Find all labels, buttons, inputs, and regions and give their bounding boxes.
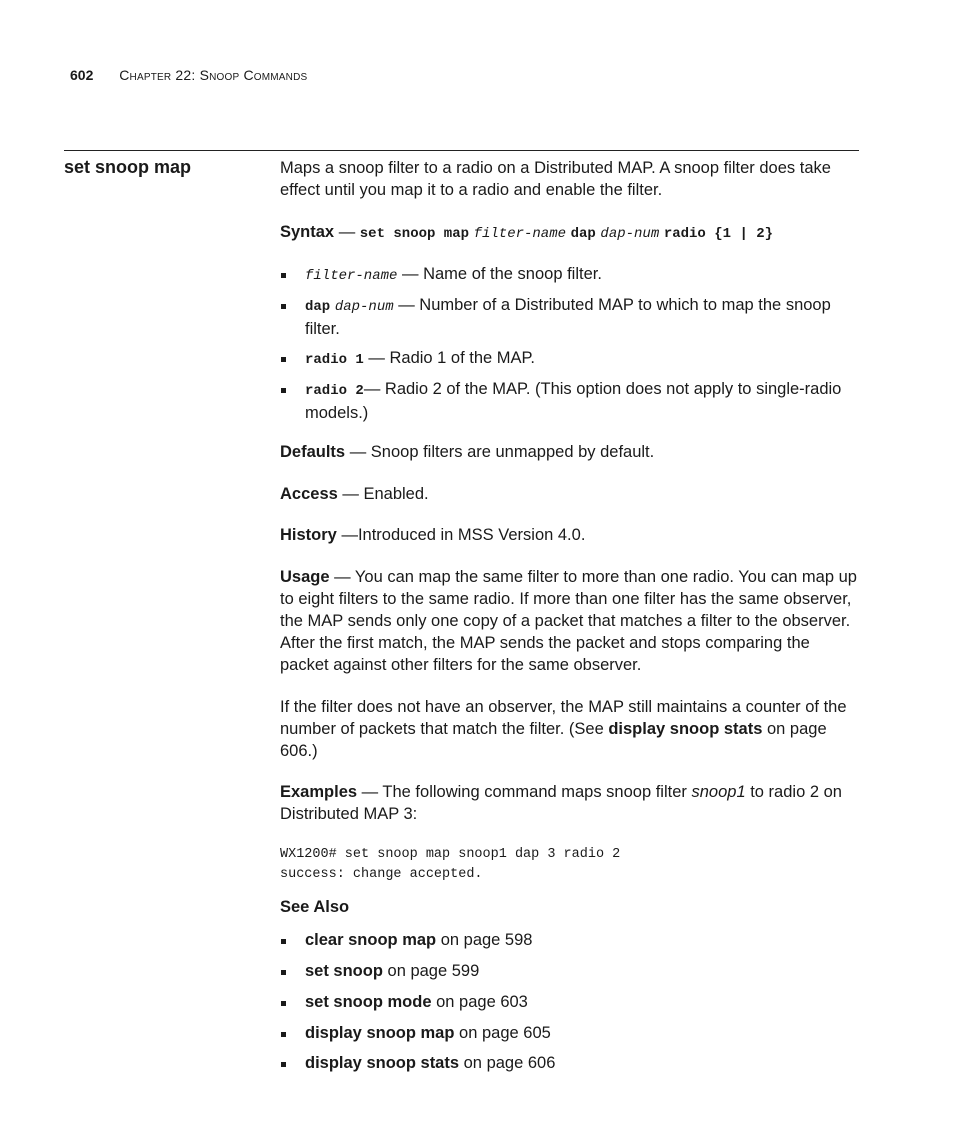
- chapter-title: Chapter 22: Snoop Commands: [119, 67, 308, 83]
- see-also-item: [280, 991, 858, 1013]
- param-item: [280, 263, 858, 287]
- syntax-keyword: set snoop map: [359, 226, 469, 242]
- param-item: [280, 294, 858, 340]
- history-text: —Introduced in MSS Version 4.0.: [336, 526, 586, 544]
- page-header: [70, 67, 307, 83]
- examples-text-after: to radio 2 on Distributed MAP 3:: [280, 783, 842, 823]
- page-number: 602: [70, 67, 94, 83]
- see-also-page: on page 606: [459, 1054, 556, 1072]
- syntax-arg: dap-num: [600, 226, 660, 242]
- defaults-line: [280, 441, 858, 463]
- note-text: If the filter does not have an observer, the MAP still maintains a counter of the number of packets that match the filter. (See: [280, 698, 847, 738]
- see-also-item: [280, 960, 858, 982]
- bullet-icon: [281, 939, 286, 944]
- see-also-page: on page 598: [436, 931, 533, 949]
- syntax-keyword: dap: [570, 226, 596, 242]
- param-item: [280, 378, 858, 424]
- examples-text: — The following command maps snoop filter: [357, 783, 692, 801]
- syntax-line: [280, 221, 858, 245]
- see-also-item: [280, 929, 858, 951]
- access-line: [280, 483, 858, 505]
- param-arg: dap-num: [334, 299, 394, 315]
- note-link[interactable]: display snoop stats: [608, 720, 763, 738]
- note-paragraph: [280, 696, 858, 762]
- param-desc: — Radio 1 of the MAP.: [363, 349, 536, 367]
- param-keyword: dap: [305, 299, 331, 315]
- syntax-dash: —: [334, 223, 360, 241]
- param-arg: filter-name: [305, 268, 398, 284]
- command-title: set snoop map: [64, 157, 192, 177]
- see-also-link[interactable]: set snoop: [305, 962, 383, 980]
- bullet-icon: [281, 970, 286, 975]
- bullet-icon: [281, 357, 286, 362]
- usage-paragraph: [280, 566, 858, 676]
- see-also-page: on page 599: [382, 962, 480, 980]
- see-also-link[interactable]: display snoop stats: [305, 1054, 460, 1072]
- history-label: History: [280, 526, 337, 544]
- defaults-text: — Snoop filters are unmapped by default.: [345, 443, 655, 461]
- bullet-icon: [281, 1001, 286, 1006]
- param-keyword: radio 2: [305, 383, 364, 399]
- see-also-page: on page 603: [431, 993, 528, 1011]
- examples-label: Examples: [280, 783, 358, 801]
- examples-paragraph: [280, 781, 858, 825]
- bullet-icon: [281, 1062, 286, 1067]
- defaults-label: Defaults: [280, 443, 346, 461]
- syntax-label: Syntax: [280, 223, 335, 241]
- code-line: success: change accepted.: [280, 867, 483, 882]
- see-also-page: on page 605: [454, 1024, 551, 1042]
- see-also-heading: See Also: [280, 898, 350, 916]
- see-also-link[interactable]: display snoop map: [305, 1024, 455, 1042]
- description: Maps a snoop filter to a radio on a Distributed MAP. A snoop filter does take effect until you map it to a radio and enable the filter.: [280, 159, 831, 199]
- note-text-after: on page 606.): [280, 720, 827, 760]
- bullet-icon: [281, 273, 286, 278]
- see-also-item: [280, 1022, 858, 1044]
- examples-filter-name: snoop1: [691, 783, 746, 801]
- history-line: [280, 524, 858, 546]
- see-also-link[interactable]: clear snoop map: [305, 931, 437, 949]
- bullet-icon: [281, 388, 286, 393]
- usage-label: Usage: [280, 568, 330, 586]
- bullet-icon: [281, 304, 286, 309]
- see-also-link[interactable]: set snoop mode: [305, 993, 432, 1011]
- usage-text: — You can map the same filter to more than one radio. You can map up to eight filters to the same radio. If more than one filter has the same observer, the MAP sends only one copy of a packet that matches a filter to the observer. After the first match, the MAP sends the packet and stops comparing the packet against other filters for the same observer.: [280, 568, 857, 674]
- bullet-icon: [281, 1032, 286, 1037]
- access-label: Access: [280, 485, 338, 503]
- code-line: WX1200# set snoop map snoop1 dap 3 radio 2: [280, 847, 621, 862]
- param-desc: — Number of a Distributed MAP to which to map the snoop filter.: [305, 296, 831, 338]
- param-keyword: radio 1: [305, 352, 364, 368]
- param-item: [280, 347, 858, 371]
- section-divider: [64, 150, 859, 151]
- see-also-item: [280, 1052, 858, 1074]
- syntax-arg: filter-name: [473, 226, 567, 242]
- access-text: — Enabled.: [337, 485, 429, 503]
- param-desc: — Radio 2 of the MAP. (This option does not apply to single-radio models.): [305, 380, 842, 422]
- syntax-keyword: radio {1 | 2}: [663, 226, 774, 242]
- param-desc: — Name of the snoop filter.: [397, 265, 602, 283]
